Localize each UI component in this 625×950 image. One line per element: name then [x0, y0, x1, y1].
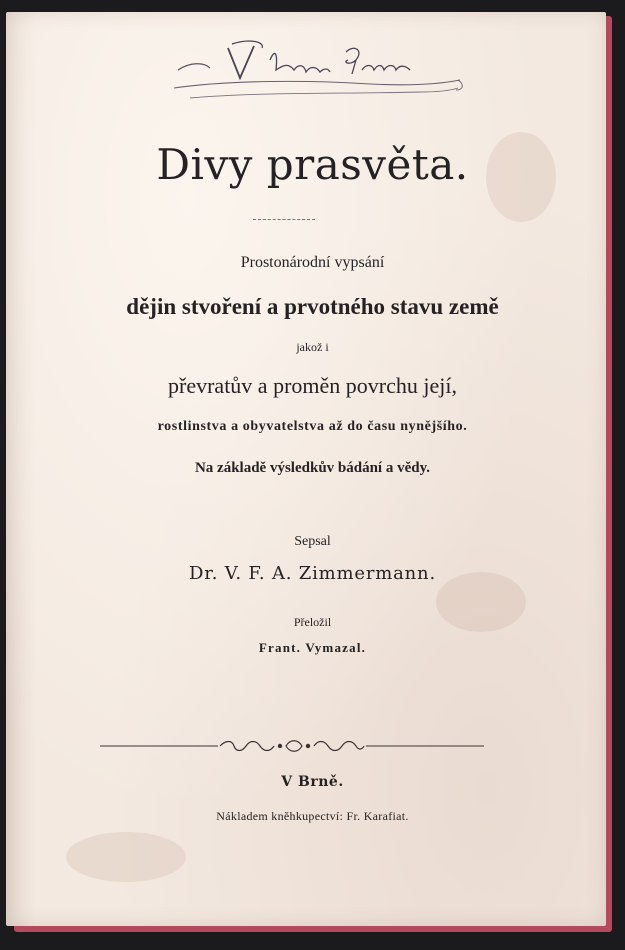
foxing-stain [66, 832, 186, 882]
subtitle-line-5: rostlinstva a obyvatelstva až do času nynějšího. [157, 419, 468, 434]
title-divider [253, 219, 315, 220]
subtitle-line-2: dějin stvoření a prvotného stavu země [126, 294, 499, 319]
book-title: Divy prasvěta. [156, 140, 469, 189]
subtitle-line-6: Na základě výsledkův bádání a vědy. [194, 460, 431, 476]
handwritten-signature [170, 40, 470, 115]
subtitle-line-1: Prostonárodní vypsání [240, 254, 385, 271]
imprint-place: V Brně. [281, 774, 344, 790]
author-label: Sepsal [294, 534, 331, 549]
subtitle-line-4: převratův a proměn povrchu její, [168, 373, 457, 398]
imprint-publisher: Nákladem knĕhkupectví: Fr. Karafiat. [216, 809, 409, 823]
translator-label: Přeložil [293, 615, 332, 629]
subtitle-line-3: jakož i [296, 340, 329, 354]
ornamental-divider [100, 736, 484, 756]
author-name: Dr. V. F. A. Zimmermann. [189, 563, 436, 584]
translator-name: Frant. Vymazal. [258, 640, 367, 655]
